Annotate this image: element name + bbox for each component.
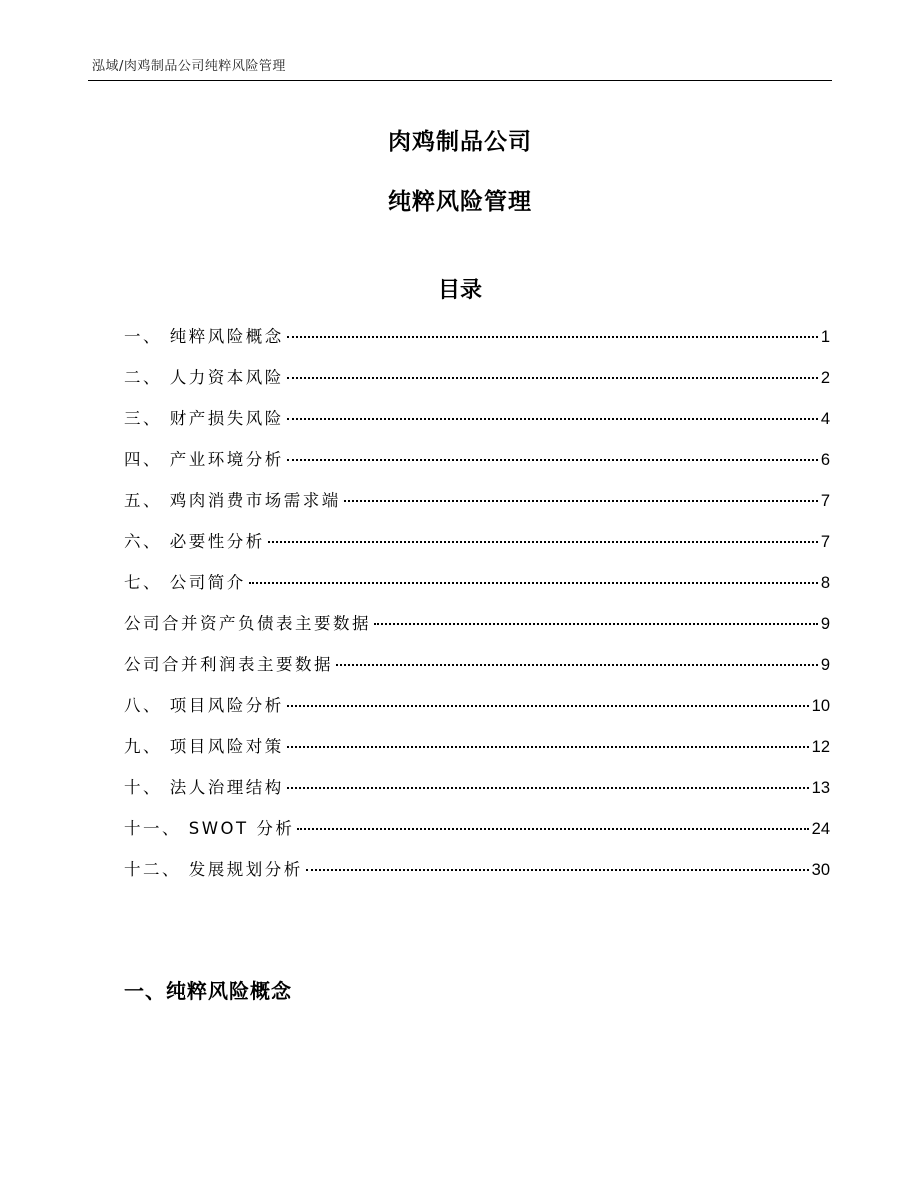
toc-entry-label: 八、 项目风险分析 xyxy=(124,696,284,715)
toc-entry-page: 30 xyxy=(811,861,830,879)
toc-entry-label: 十二、 发展规划分析 xyxy=(124,860,303,879)
toc-entry[interactable] xyxy=(124,651,830,692)
toc-entry[interactable] xyxy=(124,528,830,569)
toc-entry-page: 4 xyxy=(820,410,830,428)
toc-entry[interactable] xyxy=(124,856,830,897)
toc-entry[interactable] xyxy=(124,774,830,815)
running-header: 泓域/肉鸡制品公司纯粹风险管理 xyxy=(92,59,286,74)
toc-entry-label: 五、 鸡肉消费市场需求端 xyxy=(124,491,341,510)
toc-entry[interactable] xyxy=(124,692,830,733)
toc-leader-dots xyxy=(336,664,818,666)
toc-heading: 目录 xyxy=(437,278,482,303)
toc-leader-dots xyxy=(297,828,808,830)
toc-entry[interactable] xyxy=(124,733,830,774)
toc-entry-page: 2 xyxy=(820,369,830,387)
toc-entry-page: 10 xyxy=(811,697,830,715)
toc-entry-label: 十、 法人治理结构 xyxy=(124,778,284,797)
toc-entry-label: 三、 财产损失风险 xyxy=(124,409,284,428)
document-title-line2: 纯粹风险管理 xyxy=(388,189,532,215)
toc-entry-page: 7 xyxy=(820,492,830,510)
toc-entry[interactable] xyxy=(124,364,830,405)
toc-leader-dots xyxy=(287,336,818,338)
header-divider xyxy=(88,80,832,81)
toc-leader-dots xyxy=(287,459,818,461)
toc-entry[interactable] xyxy=(124,446,830,487)
toc-entry-label: 二、 人力资本风险 xyxy=(124,368,284,387)
toc-entry-label: 九、 项目风险对策 xyxy=(124,737,284,756)
toc-entry[interactable] xyxy=(124,815,830,856)
toc-entry[interactable] xyxy=(124,405,830,446)
toc-entry-label: 公司合并资产负债表主要数据 xyxy=(124,614,371,633)
toc-entry-page: 6 xyxy=(820,451,830,469)
toc-entry-page: 12 xyxy=(811,738,830,756)
toc-entry-page: 13 xyxy=(811,779,830,797)
toc-leader-dots xyxy=(287,418,818,420)
toc-entry-label: 六、 必要性分析 xyxy=(124,532,265,551)
toc-leader-dots xyxy=(306,869,809,871)
toc-leader-dots xyxy=(374,623,818,625)
toc-entry-page: 1 xyxy=(820,328,830,346)
toc-leader-dots xyxy=(287,705,809,707)
table-of-contents xyxy=(124,323,830,897)
toc-entry-label: 四、 产业环境分析 xyxy=(124,450,284,469)
section-heading: 一、纯粹风险概念 xyxy=(124,979,292,1003)
toc-leader-dots xyxy=(287,787,809,789)
toc-leader-dots xyxy=(249,582,818,584)
toc-entry-label: 十一、 SWOT 分析 xyxy=(124,819,295,838)
toc-entry[interactable] xyxy=(124,610,830,651)
toc-entry-page: 7 xyxy=(820,533,830,551)
toc-entry-page: 9 xyxy=(820,615,830,633)
toc-entry-label: 一、 纯粹风险概念 xyxy=(124,327,284,346)
toc-entry-page: 8 xyxy=(820,574,830,592)
document-title-line1: 肉鸡制品公司 xyxy=(388,129,532,155)
toc-entry-label: 七、 公司简介 xyxy=(124,573,246,592)
toc-leader-dots xyxy=(287,746,809,748)
toc-leader-dots xyxy=(344,500,818,502)
toc-leader-dots xyxy=(268,541,818,543)
toc-entry[interactable] xyxy=(124,487,830,528)
toc-leader-dots xyxy=(287,377,818,379)
toc-entry-page: 24 xyxy=(811,820,830,838)
toc-entry[interactable] xyxy=(124,323,830,364)
toc-entry-page: 9 xyxy=(820,656,830,674)
toc-entry[interactable] xyxy=(124,569,830,610)
toc-entry-label: 公司合并利润表主要数据 xyxy=(124,655,333,674)
